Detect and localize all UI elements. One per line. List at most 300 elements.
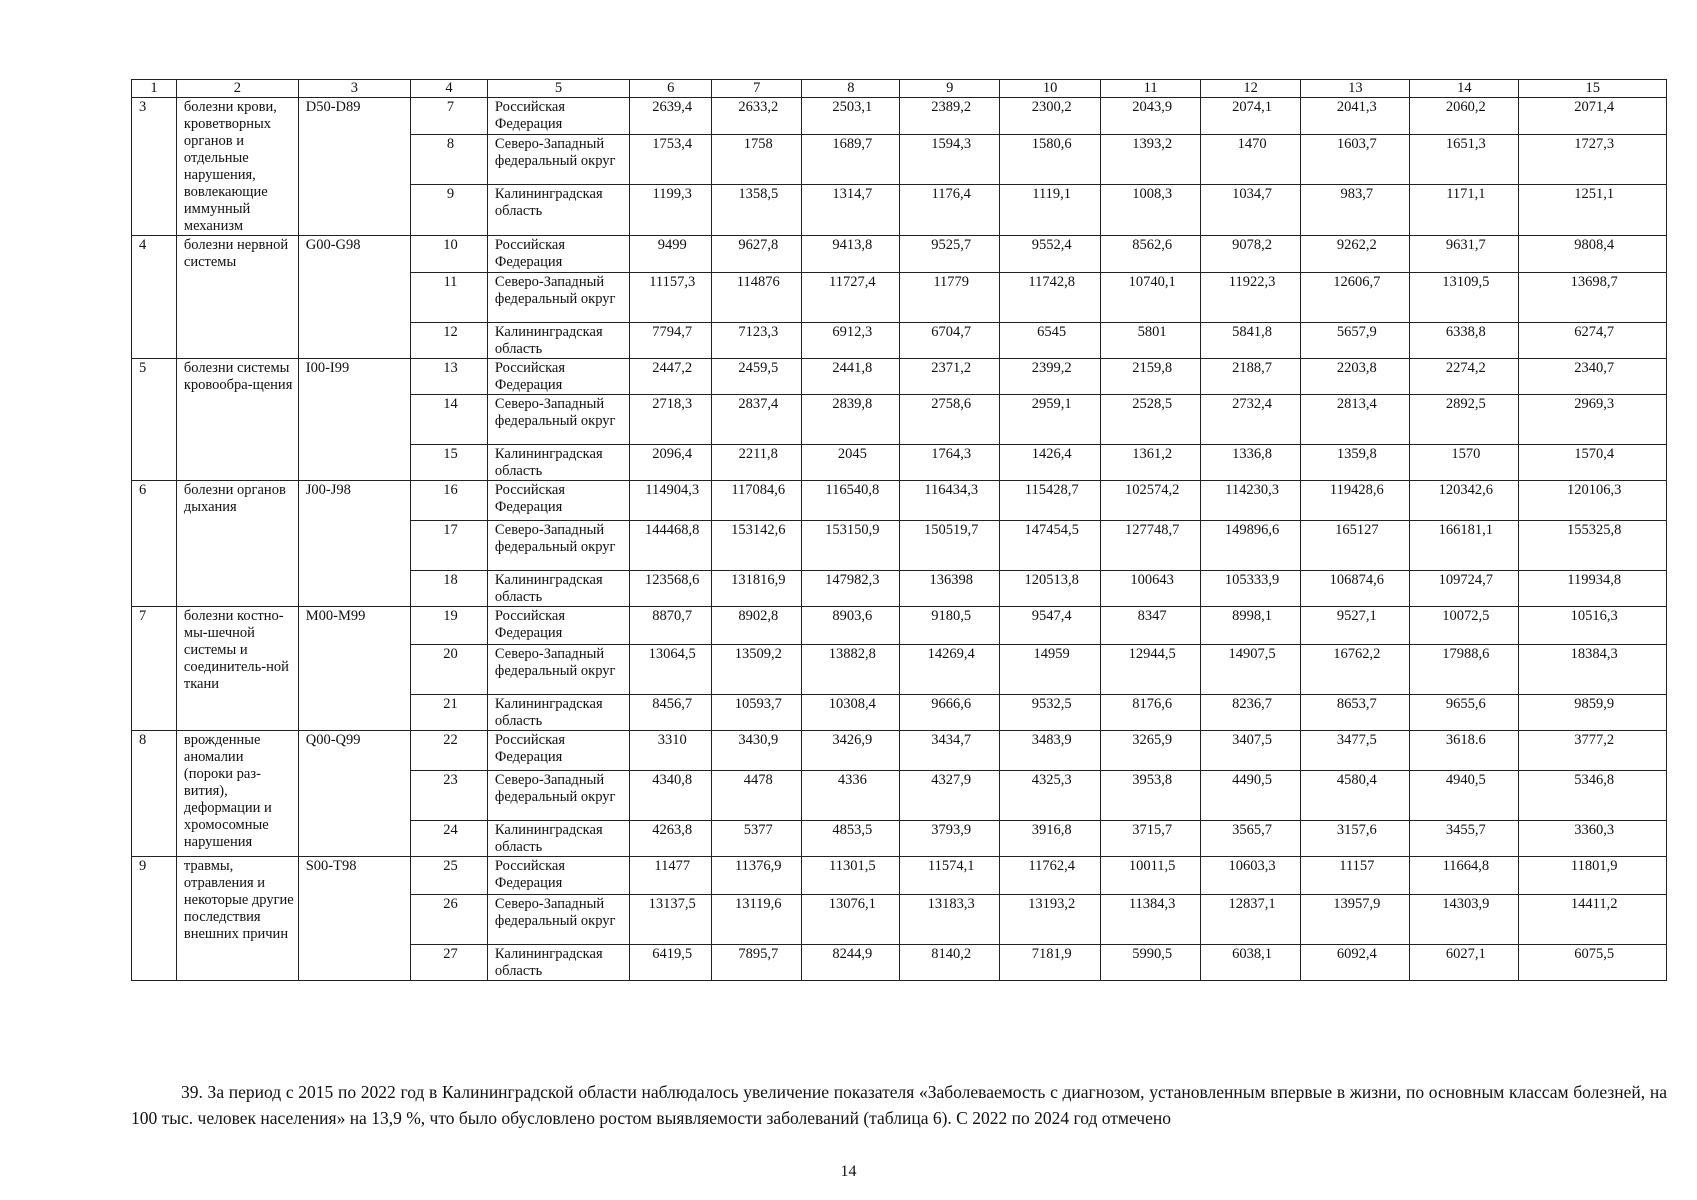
value-cell: 14907,5 <box>1200 645 1300 695</box>
value-cell: 1764,3 <box>900 445 999 481</box>
value-cell: 3953,8 <box>1101 771 1200 821</box>
value-cell: 9859,9 <box>1519 695 1667 731</box>
value-cell: 983,7 <box>1301 185 1410 236</box>
value-cell: 1689,7 <box>802 134 900 185</box>
row-number-cell: 7 <box>410 98 487 135</box>
value-cell: 166181,1 <box>1410 521 1519 571</box>
column-header: 1 <box>132 80 177 98</box>
value-cell: 2528,5 <box>1101 395 1200 445</box>
disease-class-cell: болезни крови, кроветворных органов и отдельные нарушения, вовлекающие иммунный механизм <box>176 98 298 236</box>
value-cell: 7181,9 <box>999 945 1101 981</box>
value-cell: 2371,2 <box>900 359 999 395</box>
class-number-cell: 8 <box>132 731 177 857</box>
value-cell: 165127 <box>1301 521 1410 571</box>
value-cell: 6704,7 <box>900 323 999 359</box>
row-number-cell: 19 <box>410 607 487 645</box>
value-cell: 11384,3 <box>1101 895 1200 945</box>
value-cell: 2447,2 <box>630 359 712 395</box>
value-cell: 4940,5 <box>1410 771 1519 821</box>
value-cell: 1314,7 <box>802 185 900 236</box>
row-number-cell: 12 <box>410 323 487 359</box>
value-cell: 12837,1 <box>1200 895 1300 945</box>
region-cell: Российская Федерация <box>487 98 629 135</box>
value-cell: 1758 <box>712 134 802 185</box>
value-cell: 136398 <box>900 571 999 607</box>
value-cell: 2211,8 <box>712 445 802 481</box>
row-number-cell: 24 <box>410 821 487 857</box>
row-number-cell: 8 <box>410 134 487 185</box>
disease-class-cell: травмы, отравления и некоторые другие последствия внешних причин <box>176 857 298 981</box>
value-cell: 1359,8 <box>1301 445 1410 481</box>
region-cell: Северо-Западный федеральный округ <box>487 273 629 323</box>
table-row <box>132 236 1667 273</box>
value-cell: 1171,1 <box>1410 185 1519 236</box>
value-cell: 2074,1 <box>1200 98 1300 135</box>
column-header: 12 <box>1200 80 1300 98</box>
value-cell: 4263,8 <box>630 821 712 857</box>
value-cell: 13957,9 <box>1301 895 1410 945</box>
icd-code-cell: D50-D89 <box>298 98 410 236</box>
value-cell: 131816,9 <box>712 571 802 607</box>
value-cell: 18384,3 <box>1519 645 1667 695</box>
icd-code-cell: I00-I99 <box>298 359 410 481</box>
value-cell: 1358,5 <box>712 185 802 236</box>
value-cell: 119428,6 <box>1301 481 1410 521</box>
value-cell: 8176,6 <box>1101 695 1200 731</box>
icd-code-cell: Q00-Q99 <box>298 731 410 857</box>
value-cell: 8902,8 <box>712 607 802 645</box>
value-cell: 9631,7 <box>1410 236 1519 273</box>
value-cell: 2300,2 <box>999 98 1101 135</box>
region-cell: Российская Федерация <box>487 359 629 395</box>
value-cell: 2096,4 <box>630 445 712 481</box>
value-cell: 8562,6 <box>1101 236 1200 273</box>
value-cell: 8140,2 <box>900 945 999 981</box>
region-cell: Северо-Западный федеральный округ <box>487 521 629 571</box>
value-cell: 11301,5 <box>802 857 900 895</box>
value-cell: 3715,7 <box>1101 821 1200 857</box>
value-cell: 2043,9 <box>1101 98 1200 135</box>
value-cell: 13137,5 <box>630 895 712 945</box>
value-cell: 11801,9 <box>1519 857 1667 895</box>
value-cell: 13119,6 <box>712 895 802 945</box>
value-cell: 5346,8 <box>1519 771 1667 821</box>
morbidity-table <box>131 79 1667 981</box>
value-cell: 1570 <box>1410 445 1519 481</box>
value-cell: 1651,3 <box>1410 134 1519 185</box>
value-cell: 1119,1 <box>999 185 1101 236</box>
value-cell: 120342,6 <box>1410 481 1519 521</box>
body-paragraph <box>131 1079 1667 1131</box>
value-cell: 9547,4 <box>999 607 1101 645</box>
disease-class-cell: болезни костно-мы-шечной системы и соединитель-ной ткани <box>176 607 298 731</box>
region-cell: Калининградская область <box>487 445 629 481</box>
row-number-cell: 27 <box>410 945 487 981</box>
value-cell: 6419,5 <box>630 945 712 981</box>
column-header: 13 <box>1301 80 1410 98</box>
value-cell: 147982,3 <box>802 571 900 607</box>
column-header: 5 <box>487 80 629 98</box>
value-cell: 8244,9 <box>802 945 900 981</box>
row-number-cell: 13 <box>410 359 487 395</box>
paragraph-text: 39. За период с 2015 по 2022 год в Калининградской области наблюдалось увеличение показателя «Заболеваемость с диагнозом, установленным впервые в жизни, по основным классам болезней, на 100 тыс. человек населения» на 13,9 %, что было обусловлено ростом выявляемости заболеваний (таблица 6). С 2022 по 2024 год отмечено <box>131 1082 1667 1128</box>
value-cell: 1727,3 <box>1519 134 1667 185</box>
value-cell: 1753,4 <box>630 134 712 185</box>
value-cell: 13698,7 <box>1519 273 1667 323</box>
value-cell: 11762,4 <box>999 857 1101 895</box>
morbidity-table-container <box>131 79 1667 981</box>
value-cell: 114904,3 <box>630 481 712 521</box>
value-cell: 8347 <box>1101 607 1200 645</box>
header-row <box>132 80 1667 98</box>
value-cell: 2045 <box>802 445 900 481</box>
value-cell: 9655,6 <box>1410 695 1519 731</box>
icd-code-cell: J00-J98 <box>298 481 410 607</box>
value-cell: 10308,4 <box>802 695 900 731</box>
region-cell: Российская Федерация <box>487 731 629 771</box>
value-cell: 10516,3 <box>1519 607 1667 645</box>
page-number: 14 <box>840 1163 857 1180</box>
value-cell: 9525,7 <box>900 236 999 273</box>
value-cell: 11664,8 <box>1410 857 1519 895</box>
row-number-cell: 14 <box>410 395 487 445</box>
value-cell: 8653,7 <box>1301 695 1410 731</box>
value-cell: 10740,1 <box>1101 273 1200 323</box>
disease-class-cell: болезни нервной системы <box>176 236 298 359</box>
value-cell: 144468,8 <box>630 521 712 571</box>
column-header: 15 <box>1519 80 1667 98</box>
column-header: 7 <box>712 80 802 98</box>
row-number-cell: 9 <box>410 185 487 236</box>
value-cell: 8236,7 <box>1200 695 1300 731</box>
value-cell: 6338,8 <box>1410 323 1519 359</box>
value-cell: 11779 <box>900 273 999 323</box>
value-cell: 3265,9 <box>1101 731 1200 771</box>
value-cell: 11742,8 <box>999 273 1101 323</box>
row-number-cell: 21 <box>410 695 487 731</box>
value-cell: 6038,1 <box>1200 945 1300 981</box>
value-cell: 150519,7 <box>900 521 999 571</box>
table-header <box>132 80 1667 98</box>
value-cell: 1034,7 <box>1200 185 1300 236</box>
value-cell: 8870,7 <box>630 607 712 645</box>
value-cell: 2060,2 <box>1410 98 1519 135</box>
value-cell: 4325,3 <box>999 771 1101 821</box>
value-cell: 3565,7 <box>1200 821 1300 857</box>
column-header: 4 <box>410 80 487 98</box>
value-cell: 6912,3 <box>802 323 900 359</box>
value-cell: 6027,1 <box>1410 945 1519 981</box>
value-cell: 13509,2 <box>712 645 802 695</box>
region-cell: Северо-Западный федеральный округ <box>487 645 629 695</box>
class-number-cell: 9 <box>132 857 177 981</box>
value-cell: 116434,3 <box>900 481 999 521</box>
value-cell: 155325,8 <box>1519 521 1667 571</box>
value-cell: 109724,7 <box>1410 571 1519 607</box>
value-cell: 2441,8 <box>802 359 900 395</box>
value-cell: 127748,7 <box>1101 521 1200 571</box>
region-cell: Калининградская область <box>487 185 629 236</box>
value-cell: 3310 <box>630 731 712 771</box>
value-cell: 1251,1 <box>1519 185 1667 236</box>
region-cell: Российская Федерация <box>487 481 629 521</box>
value-cell: 10603,3 <box>1200 857 1300 895</box>
value-cell: 2459,5 <box>712 359 802 395</box>
class-number-cell: 3 <box>132 98 177 236</box>
value-cell: 6545 <box>999 323 1101 359</box>
value-cell: 9666,6 <box>900 695 999 731</box>
value-cell: 1008,3 <box>1101 185 1200 236</box>
value-cell: 3483,9 <box>999 731 1101 771</box>
region-cell: Северо-Западный федеральный округ <box>487 895 629 945</box>
value-cell: 2892,5 <box>1410 395 1519 445</box>
value-cell: 149896,6 <box>1200 521 1300 571</box>
value-cell: 3434,7 <box>900 731 999 771</box>
value-cell: 1176,4 <box>900 185 999 236</box>
value-cell: 2389,2 <box>900 98 999 135</box>
region-cell: Калининградская область <box>487 821 629 857</box>
row-number-cell: 25 <box>410 857 487 895</box>
value-cell: 105333,9 <box>1200 571 1300 607</box>
column-header: 11 <box>1101 80 1200 98</box>
value-cell: 13183,3 <box>900 895 999 945</box>
value-cell: 13076,1 <box>802 895 900 945</box>
value-cell: 9262,2 <box>1301 236 1410 273</box>
table-row <box>132 731 1667 771</box>
value-cell: 11376,9 <box>712 857 802 895</box>
value-cell: 9180,5 <box>900 607 999 645</box>
value-cell: 2959,1 <box>999 395 1101 445</box>
row-number-cell: 18 <box>410 571 487 607</box>
value-cell: 14303,9 <box>1410 895 1519 945</box>
value-cell: 1336,8 <box>1200 445 1300 481</box>
value-cell: 11922,3 <box>1200 273 1300 323</box>
column-header: 10 <box>999 80 1101 98</box>
value-cell: 8456,7 <box>630 695 712 731</box>
value-cell: 9413,8 <box>802 236 900 273</box>
value-cell: 3618.6 <box>1410 731 1519 771</box>
value-cell: 147454,5 <box>999 521 1101 571</box>
disease-class-cell: врожденные аномалии (пороки раз-вития), деформации и хромосомные нарушения <box>176 731 298 857</box>
region-cell: Калининградская область <box>487 945 629 981</box>
value-cell: 13064,5 <box>630 645 712 695</box>
class-number-cell: 7 <box>132 607 177 731</box>
region-cell: Северо-Западный федеральный округ <box>487 771 629 821</box>
value-cell: 2837,4 <box>712 395 802 445</box>
value-cell: 10011,5 <box>1101 857 1200 895</box>
value-cell: 3916,8 <box>999 821 1101 857</box>
value-cell: 5377 <box>712 821 802 857</box>
value-cell: 2732,4 <box>1200 395 1300 445</box>
value-cell: 5990,5 <box>1101 945 1200 981</box>
row-number-cell: 17 <box>410 521 487 571</box>
value-cell: 13109,5 <box>1410 273 1519 323</box>
value-cell: 2718,3 <box>630 395 712 445</box>
value-cell: 11157,3 <box>630 273 712 323</box>
value-cell: 3426,9 <box>802 731 900 771</box>
value-cell: 7895,7 <box>712 945 802 981</box>
value-cell: 8903,6 <box>802 607 900 645</box>
row-number-cell: 10 <box>410 236 487 273</box>
value-cell: 3477,5 <box>1301 731 1410 771</box>
value-cell: 9499 <box>630 236 712 273</box>
value-cell: 4340,8 <box>630 771 712 821</box>
table-row <box>132 481 1667 521</box>
value-cell: 13193,2 <box>999 895 1101 945</box>
value-cell: 1594,3 <box>900 134 999 185</box>
disease-class-cell: болезни системы кровообра-щения <box>176 359 298 481</box>
table-row <box>132 359 1667 395</box>
row-number-cell: 20 <box>410 645 487 695</box>
value-cell: 12944,5 <box>1101 645 1200 695</box>
value-cell: 6075,5 <box>1519 945 1667 981</box>
value-cell: 14269,4 <box>900 645 999 695</box>
value-cell: 3430,9 <box>712 731 802 771</box>
value-cell: 3455,7 <box>1410 821 1519 857</box>
value-cell: 5657,9 <box>1301 323 1410 359</box>
value-cell: 4327,9 <box>900 771 999 821</box>
region-cell: Северо-Западный федеральный округ <box>487 134 629 185</box>
value-cell: 116540,8 <box>802 481 900 521</box>
region-cell: Российская Федерация <box>487 607 629 645</box>
value-cell: 4580,4 <box>1301 771 1410 821</box>
disease-class-cell: болезни органов дыхания <box>176 481 298 607</box>
value-cell: 5801 <box>1101 323 1200 359</box>
region-cell: Калининградская область <box>487 323 629 359</box>
row-number-cell: 16 <box>410 481 487 521</box>
value-cell: 9078,2 <box>1200 236 1300 273</box>
value-cell: 100643 <box>1101 571 1200 607</box>
value-cell: 3777,2 <box>1519 731 1667 771</box>
value-cell: 2839,8 <box>802 395 900 445</box>
region-cell: Калининградская область <box>487 571 629 607</box>
value-cell: 11477 <box>630 857 712 895</box>
value-cell: 2633,2 <box>712 98 802 135</box>
value-cell: 153150,9 <box>802 521 900 571</box>
value-cell: 5841,8 <box>1200 323 1300 359</box>
value-cell: 16762,2 <box>1301 645 1410 695</box>
value-cell: 114230,3 <box>1200 481 1300 521</box>
class-number-cell: 4 <box>132 236 177 359</box>
value-cell: 8998,1 <box>1200 607 1300 645</box>
column-header: 14 <box>1410 80 1519 98</box>
value-cell: 106874,6 <box>1301 571 1410 607</box>
value-cell: 11157 <box>1301 857 1410 895</box>
value-cell: 114876 <box>712 273 802 323</box>
value-cell: 7794,7 <box>630 323 712 359</box>
row-number-cell: 11 <box>410 273 487 323</box>
value-cell: 2203,8 <box>1301 359 1410 395</box>
value-cell: 4478 <box>712 771 802 821</box>
value-cell: 1603,7 <box>1301 134 1410 185</box>
value-cell: 153142,6 <box>712 521 802 571</box>
value-cell: 2969,3 <box>1519 395 1667 445</box>
row-number-cell: 23 <box>410 771 487 821</box>
value-cell: 2274,2 <box>1410 359 1519 395</box>
value-cell: 1393,2 <box>1101 134 1200 185</box>
value-cell: 1570,4 <box>1519 445 1667 481</box>
column-header: 2 <box>176 80 298 98</box>
value-cell: 12606,7 <box>1301 273 1410 323</box>
value-cell: 2758,6 <box>900 395 999 445</box>
region-cell: Российская Федерация <box>487 857 629 895</box>
value-cell: 14411,2 <box>1519 895 1667 945</box>
value-cell: 120513,8 <box>999 571 1101 607</box>
row-number-cell: 26 <box>410 895 487 945</box>
value-cell: 14959 <box>999 645 1101 695</box>
value-cell: 3360,3 <box>1519 821 1667 857</box>
value-cell: 2503,1 <box>802 98 900 135</box>
class-number-cell: 6 <box>132 481 177 607</box>
value-cell: 117084,6 <box>712 481 802 521</box>
value-cell: 2399,2 <box>999 359 1101 395</box>
value-cell: 120106,3 <box>1519 481 1667 521</box>
value-cell: 1426,4 <box>999 445 1101 481</box>
value-cell: 2813,4 <box>1301 395 1410 445</box>
value-cell: 13882,8 <box>802 645 900 695</box>
row-number-cell: 15 <box>410 445 487 481</box>
value-cell: 3407,5 <box>1200 731 1300 771</box>
value-cell: 119934,8 <box>1519 571 1667 607</box>
value-cell: 1580,6 <box>999 134 1101 185</box>
value-cell: 1199,3 <box>630 185 712 236</box>
value-cell: 9552,4 <box>999 236 1101 273</box>
region-cell: Калининградская область <box>487 695 629 731</box>
value-cell: 9527,1 <box>1301 607 1410 645</box>
table-row <box>132 98 1667 135</box>
row-number-cell: 22 <box>410 731 487 771</box>
value-cell: 1361,2 <box>1101 445 1200 481</box>
value-cell: 6274,7 <box>1519 323 1667 359</box>
value-cell: 4490,5 <box>1200 771 1300 821</box>
value-cell: 9627,8 <box>712 236 802 273</box>
value-cell: 11727,4 <box>802 273 900 323</box>
value-cell: 115428,7 <box>999 481 1101 521</box>
value-cell: 10593,7 <box>712 695 802 731</box>
value-cell: 102574,2 <box>1101 481 1200 521</box>
value-cell: 17988,6 <box>1410 645 1519 695</box>
value-cell: 2041,3 <box>1301 98 1410 135</box>
value-cell: 3793,9 <box>900 821 999 857</box>
value-cell: 2071,4 <box>1519 98 1667 135</box>
value-cell: 1470 <box>1200 134 1300 185</box>
column-header: 3 <box>298 80 410 98</box>
column-header: 8 <box>802 80 900 98</box>
value-cell: 2639,4 <box>630 98 712 135</box>
icd-code-cell: S00-T98 <box>298 857 410 981</box>
value-cell: 9808,4 <box>1519 236 1667 273</box>
table-body <box>132 98 1667 981</box>
value-cell: 4336 <box>802 771 900 821</box>
icd-code-cell: M00-M99 <box>298 607 410 731</box>
value-cell: 7123,3 <box>712 323 802 359</box>
value-cell: 9532,5 <box>999 695 1101 731</box>
value-cell: 10072,5 <box>1410 607 1519 645</box>
table-row <box>132 607 1667 645</box>
region-cell: Российская Федерация <box>487 236 629 273</box>
column-header: 6 <box>630 80 712 98</box>
region-cell: Северо-Западный федеральный округ <box>487 395 629 445</box>
value-cell: 123568,6 <box>630 571 712 607</box>
class-number-cell: 5 <box>132 359 177 481</box>
value-cell: 2159,8 <box>1101 359 1200 395</box>
value-cell: 4853,5 <box>802 821 900 857</box>
table-row <box>132 857 1667 895</box>
value-cell: 3157,6 <box>1301 821 1410 857</box>
value-cell: 11574,1 <box>900 857 999 895</box>
value-cell: 2188,7 <box>1200 359 1300 395</box>
column-header: 9 <box>900 80 999 98</box>
